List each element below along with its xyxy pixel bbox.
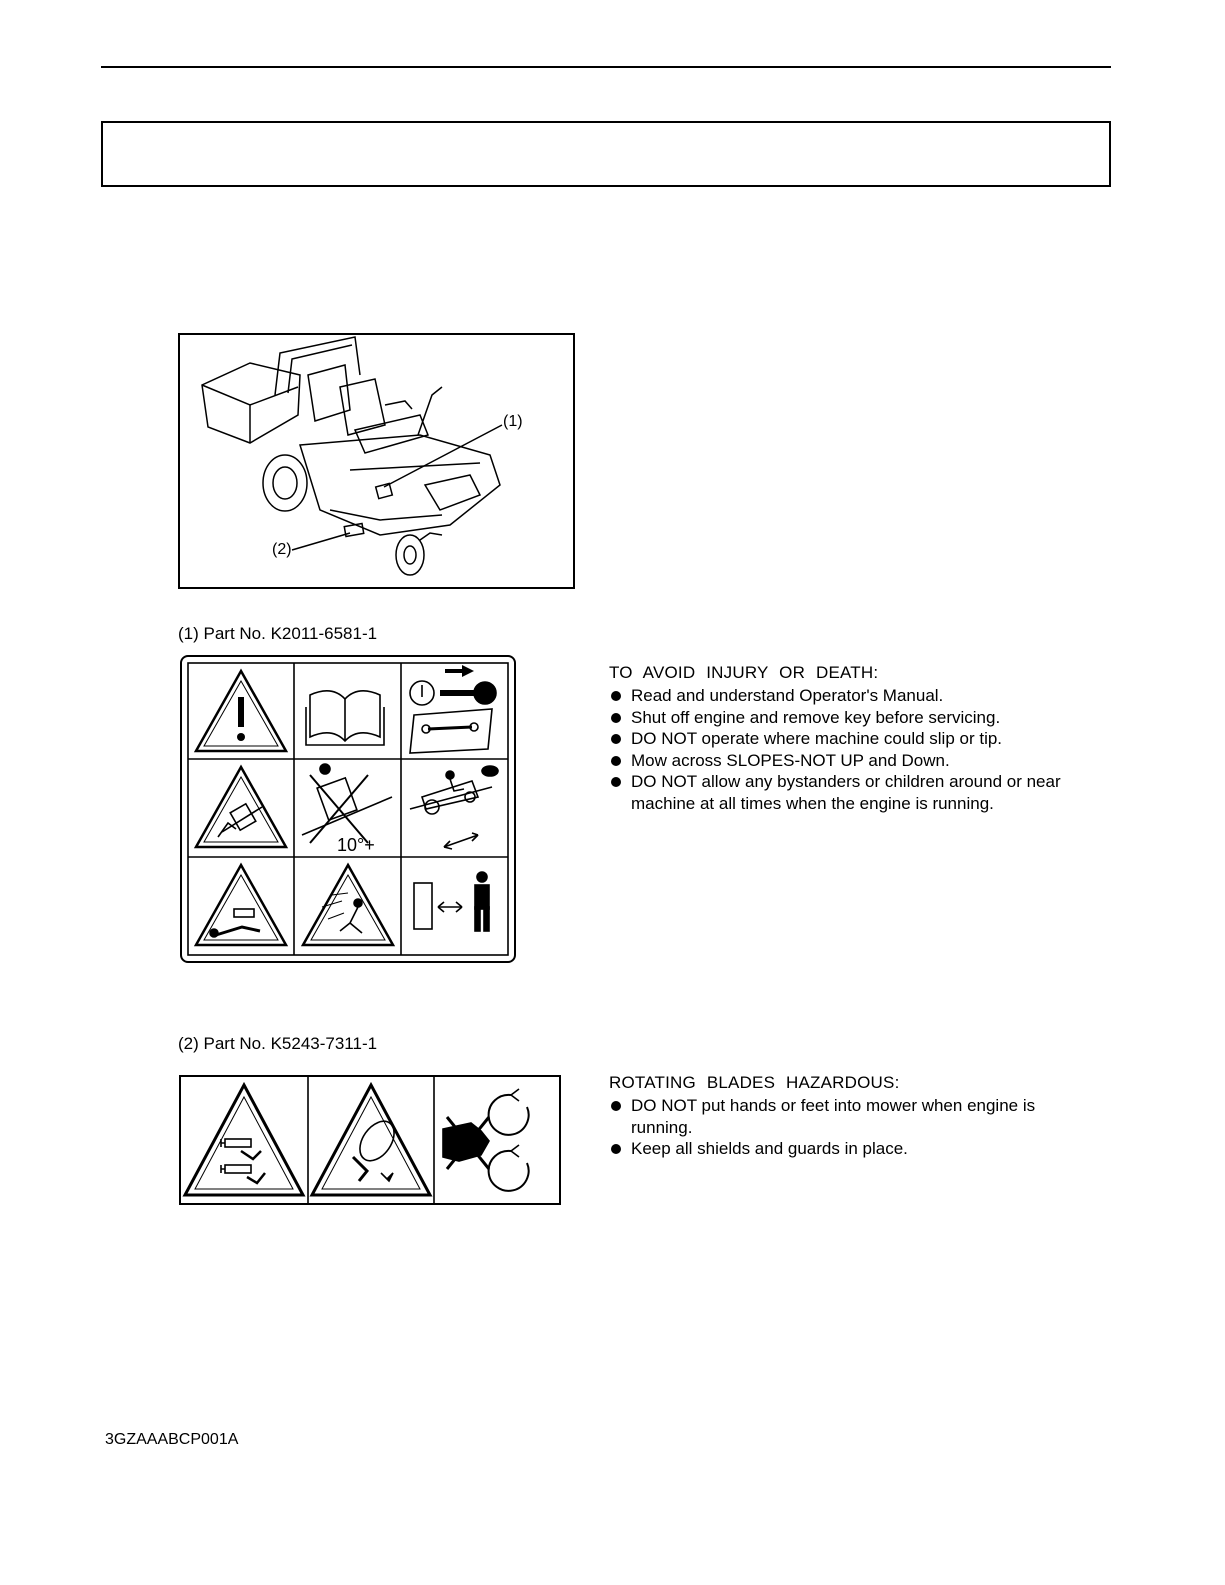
no-hands-rotating-blades-icon <box>443 1089 529 1191</box>
decal1-pictograms <box>180 655 516 963</box>
list-item: DO NOT put hands or feet into mower when engine is running. <box>609 1095 1069 1138</box>
decal2-pictograms <box>179 1075 561 1205</box>
list-item: DO NOT allow any bystanders or children around or near machine at all times when the engine is running. <box>609 771 1069 814</box>
list-item: Read and understand Operator's Manual. <box>609 685 1069 707</box>
alert-icon <box>196 671 286 751</box>
key-wrench-icon <box>410 665 496 753</box>
decal2-part-label: (2) Part No. K5243-7311-1 <box>178 1034 378 1053</box>
foot-blade-hazard-icon <box>312 1085 430 1195</box>
list-item: DO NOT operate where machine could slip or tip. <box>609 728 1069 750</box>
mower-location-figure <box>178 333 575 589</box>
slope-angle-label: 10°+ <box>337 835 375 855</box>
mow-across-slope-icon <box>410 766 498 849</box>
hand-blade-hazard-icon <box>185 1085 303 1195</box>
decal2-message <box>609 1073 1069 1160</box>
callout-2: (2) <box>272 541 292 558</box>
title-box <box>101 121 1111 187</box>
decal1-list <box>609 685 1069 814</box>
mower-illustration <box>180 335 573 587</box>
list-item: Shut off engine and remove key before servicing. <box>609 707 1069 729</box>
decal1-message <box>609 663 1069 814</box>
rollover-warning-icon <box>196 767 286 847</box>
keep-away-icon <box>414 872 489 931</box>
decal1-part-label: (1) Part No. K2011-6581-1 <box>178 624 378 643</box>
header-rule <box>101 66 1111 68</box>
document-code: 3GZAAABCP001A <box>105 1431 239 1448</box>
thrown-objects-icon <box>303 865 393 945</box>
manual-icon <box>306 691 384 745</box>
list-item: Mow across SLOPES-NOT UP and Down. <box>609 750 1069 772</box>
decal1-heading: TO AVOID INJURY OR DEATH: <box>609 663 879 682</box>
decal2-pictogram-grid <box>181 1077 559 1203</box>
decal2-heading: ROTATING BLADES HAZARDOUS: <box>609 1073 900 1092</box>
callout-1: (1) <box>503 413 523 430</box>
list-item: Keep all shields and guards in place. <box>609 1138 1069 1160</box>
decal1-pictogram-grid <box>182 657 514 961</box>
decal2-list <box>609 1095 1069 1160</box>
no-steep-slope-icon <box>302 764 392 843</box>
runover-hazard-icon <box>196 865 286 945</box>
